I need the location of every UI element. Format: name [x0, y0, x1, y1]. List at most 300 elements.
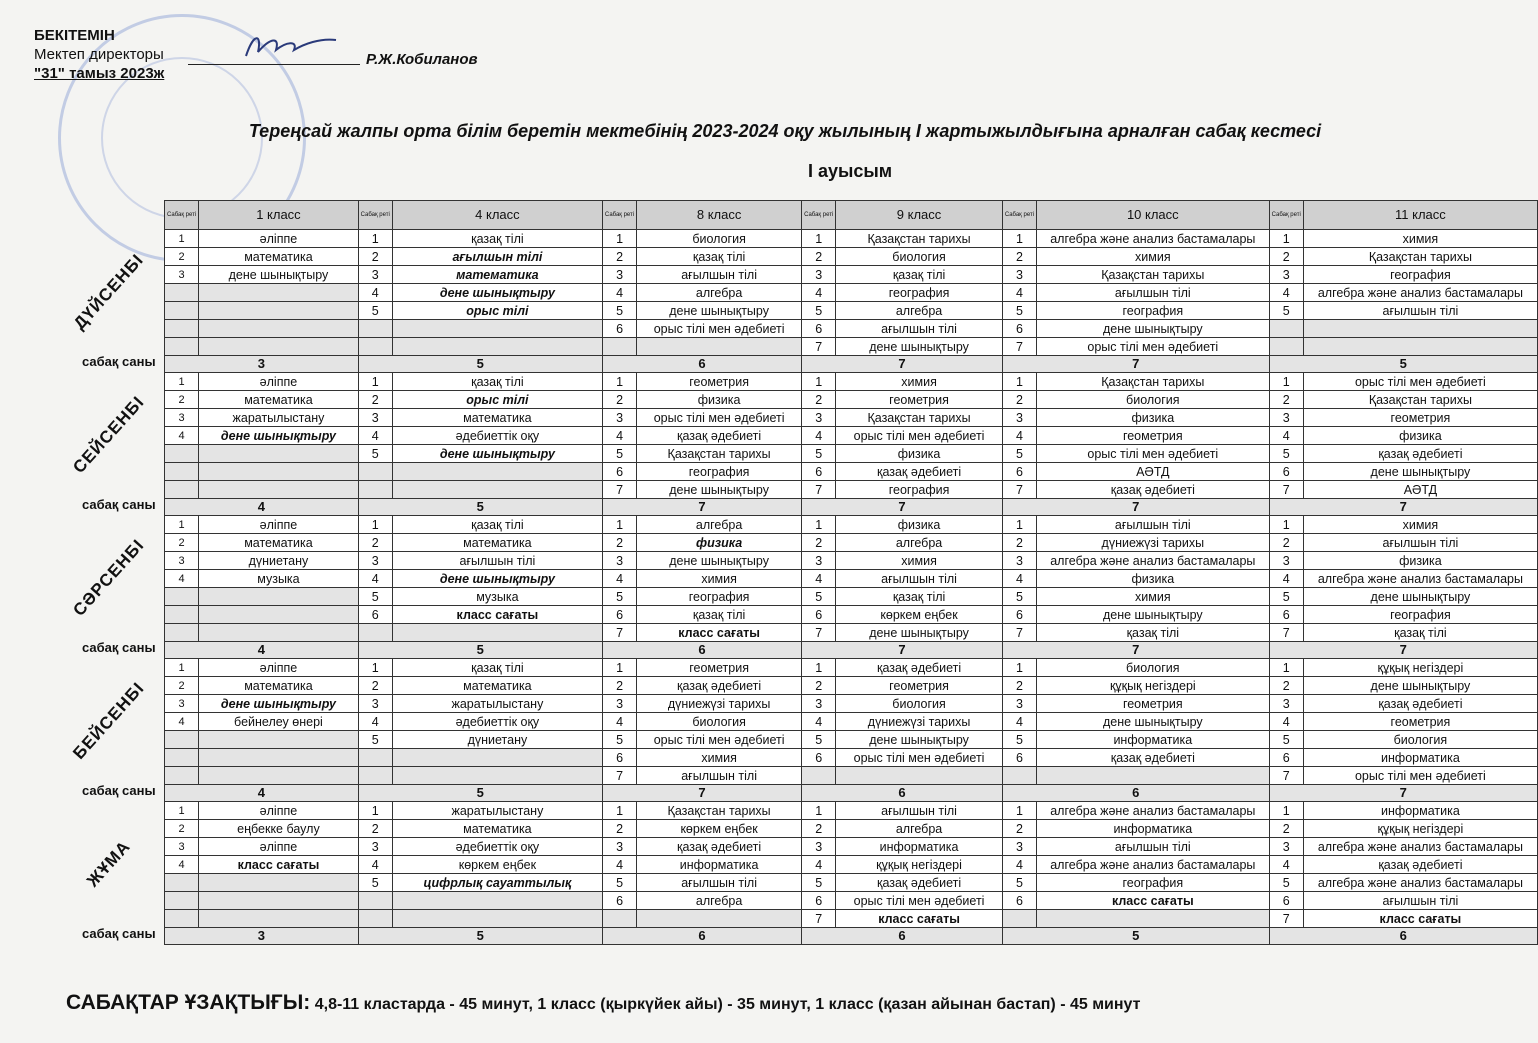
lesson-number: 1 [802, 802, 836, 820]
lesson-number: 4 [1002, 570, 1036, 588]
lesson-count: 5 [1269, 356, 1537, 373]
lesson-number: 1 [165, 373, 199, 391]
subject-cell: әдебиеттік оқу [392, 427, 602, 445]
subject-cell: дене шынықтыру [1037, 713, 1270, 731]
lesson-count: 4 [165, 499, 359, 516]
subject-cell: қазақ тілі [836, 588, 1003, 606]
lesson-number: 5 [1002, 445, 1036, 463]
subject-cell: Қазақстан тарихы [836, 230, 1003, 248]
subject-cell [199, 731, 358, 749]
subject-cell: класс сағаты [1037, 892, 1270, 910]
lesson-count: 4 [165, 785, 359, 802]
subject-cell: музыка [392, 588, 602, 606]
lesson-number: 3 [1269, 695, 1303, 713]
lesson-number: 6 [602, 749, 636, 767]
subject-cell [392, 892, 602, 910]
lesson-number: 1 [1002, 373, 1036, 391]
lesson-row [165, 463, 1538, 481]
lesson-number: 4 [602, 284, 636, 302]
subject-cell: орыс тілі мен әдебиеті [637, 731, 802, 749]
subject-cell: физика [637, 534, 802, 552]
lesson-number: 1 [602, 230, 636, 248]
subject-cell: информатика [1037, 731, 1270, 749]
lesson-count: 4 [165, 642, 359, 659]
lesson-row [165, 677, 1538, 695]
lesson-number: 5 [602, 445, 636, 463]
class-header: 4 класс [392, 201, 602, 230]
lesson-row [165, 481, 1538, 499]
lesson-number: 7 [802, 624, 836, 642]
subject-cell: геометрия [1037, 427, 1270, 445]
subject-cell: дене шынықтыру [199, 427, 358, 445]
subject-cell: орыс тілі мен әдебиеті [1037, 338, 1270, 356]
lesson-number: 6 [802, 892, 836, 910]
subject-cell: орыс тілі [392, 391, 602, 409]
lesson-count: 6 [602, 356, 801, 373]
lesson-number: 3 [602, 409, 636, 427]
lesson-number: 3 [802, 695, 836, 713]
subject-cell: қазақ тілі [637, 248, 802, 266]
lesson-number: 4 [165, 713, 199, 731]
subject-cell [199, 588, 358, 606]
lesson-number [1269, 320, 1303, 338]
lesson-number: 5 [1002, 731, 1036, 749]
lesson-number: 6 [1002, 320, 1036, 338]
lesson-number: 4 [802, 427, 836, 445]
lesson-number [358, 481, 392, 499]
lesson-number: 1 [1002, 230, 1036, 248]
subject-cell: математика [392, 820, 602, 838]
subject-cell: орыс тілі [392, 302, 602, 320]
lesson-count: 7 [1269, 785, 1537, 802]
lesson-number: 7 [802, 910, 836, 928]
subject-cell [199, 284, 358, 302]
lesson-number: 4 [802, 284, 836, 302]
lesson-number: 3 [1269, 552, 1303, 570]
lesson-row [165, 427, 1538, 445]
lesson-number: 2 [165, 391, 199, 409]
page-title: Тереңсай жалпы орта білім беретін мектебінің 2023-2024 оқу жылының І жартыжылдығына арналған сабақ кестесі [248, 121, 1322, 141]
subject-cell: дене шынықтыру [637, 552, 802, 570]
lesson-number [165, 892, 199, 910]
lesson-number: 5 [1269, 445, 1303, 463]
subject-cell: алгебра және анализ бастамалары [1037, 856, 1270, 874]
subject-cell: алгебра [637, 516, 802, 534]
lesson-number: 6 [602, 606, 636, 624]
lesson-count: 7 [1269, 642, 1537, 659]
lesson-count-row [165, 499, 1538, 516]
subject-cell: физика [836, 445, 1003, 463]
subject-cell [392, 624, 602, 642]
subject-cell: дүниетану [392, 731, 602, 749]
subject-cell: әліппе [199, 230, 358, 248]
lesson-number: 1 [602, 659, 636, 677]
lesson-count: 7 [1002, 642, 1269, 659]
lesson-number: 4 [1269, 713, 1303, 731]
lesson-count: 6 [602, 928, 801, 945]
lesson-number: 1 [1269, 659, 1303, 677]
subject-cell: физика [637, 391, 802, 409]
lesson-number: 2 [602, 248, 636, 266]
subject-cell: орыс тілі мен әдебиеті [836, 749, 1003, 767]
lesson-number: 4 [1269, 570, 1303, 588]
lesson-count-label: сабақ саны [82, 354, 156, 369]
day-name: БЕЙСЕНБІ [69, 678, 149, 763]
lesson-number [165, 749, 199, 767]
subject-cell: дене шынықтыру [1037, 606, 1270, 624]
lesson-number: 1 [358, 516, 392, 534]
lesson-number: 2 [802, 248, 836, 266]
lesson-number: 2 [802, 534, 836, 552]
subject-cell: класс сағаты [637, 624, 802, 642]
lesson-number: 7 [602, 624, 636, 642]
lesson-row [165, 820, 1538, 838]
lesson-count-label: сабақ саны [82, 926, 156, 941]
lesson-number [358, 910, 392, 928]
subject-cell: дене шынықтыру [1037, 320, 1270, 338]
subject-cell: география [1037, 302, 1270, 320]
lesson-number: 3 [1002, 409, 1036, 427]
subject-cell: дене шынықтыру [392, 570, 602, 588]
subject-cell: бейнелеу өнері [199, 713, 358, 731]
signature-scribble [240, 28, 340, 62]
lesson-number: 4 [358, 713, 392, 731]
lesson-row [165, 802, 1538, 820]
subject-cell: әліппе [199, 802, 358, 820]
lesson-row [165, 320, 1538, 338]
subject-cell: информатика [836, 838, 1003, 856]
subject-cell: АӘТД [1037, 463, 1270, 481]
subject-cell: ағылшын тілі [637, 767, 802, 785]
lesson-row [165, 910, 1538, 928]
class-header: 10 класс [1037, 201, 1270, 230]
lesson-number: 3 [802, 266, 836, 284]
lesson-number: 7 [1269, 910, 1303, 928]
lesson-number: 2 [602, 534, 636, 552]
lesson-number [358, 749, 392, 767]
subject-cell: геометрия [836, 677, 1003, 695]
lesson-count-row [165, 785, 1538, 802]
approval-date: "31" тамыз 2023ж [34, 65, 165, 82]
lesson-number: 1 [802, 516, 836, 534]
subject-cell: еңбекке баулу [199, 820, 358, 838]
subject-cell: география [1303, 266, 1537, 284]
subject-cell: дүниежүзі тарихы [1037, 534, 1270, 552]
lesson-number: 2 [165, 534, 199, 552]
subject-cell: орыс тілі мен әдебиеті [1037, 445, 1270, 463]
lesson-row [165, 659, 1538, 677]
lesson-number: 6 [802, 320, 836, 338]
subject-cell: ағылшын тілі [1037, 838, 1270, 856]
lesson-number: 5 [802, 874, 836, 892]
lesson-number: 1 [358, 230, 392, 248]
lesson-number: 5 [358, 874, 392, 892]
subject-cell: орыс тілі мен әдебиеті [836, 892, 1003, 910]
lesson-number: 1 [165, 230, 199, 248]
subject-cell: алгебра [637, 284, 802, 302]
subject-cell: геометрия [637, 373, 802, 391]
subject-cell: математика [199, 391, 358, 409]
lesson-number: 2 [602, 820, 636, 838]
subject-cell: алгебра және анализ бастамалары [1303, 874, 1537, 892]
lesson-number: 3 [165, 695, 199, 713]
subject-cell: математика [392, 266, 602, 284]
subject-cell [1037, 910, 1270, 928]
subject-cell: биология [637, 713, 802, 731]
lesson-number: 4 [802, 713, 836, 731]
lesson-count: 6 [802, 928, 1003, 945]
day-name: ДҮЙСЕНБІ [69, 250, 148, 334]
subject-cell: қазақ тілі [836, 266, 1003, 284]
lesson-count: 7 [802, 499, 1003, 516]
subject-cell [1303, 320, 1537, 338]
subject-cell: қазақ тілі [637, 606, 802, 624]
lesson-number: 4 [165, 856, 199, 874]
lesson-number: 4 [802, 856, 836, 874]
subject-cell: Қазақстан тарихы [836, 409, 1003, 427]
subject-cell: көркем еңбек [637, 820, 802, 838]
subject-cell: география [637, 588, 802, 606]
lesson-row [165, 230, 1538, 248]
subject-cell [199, 892, 358, 910]
lesson-number [358, 463, 392, 481]
subject-cell [199, 463, 358, 481]
subject-cell: қазақ әдебиеті [1303, 856, 1537, 874]
lesson-number: 2 [165, 677, 199, 695]
lesson-number: 5 [358, 445, 392, 463]
subject-cell: физика [1303, 427, 1537, 445]
order-header: Сабақ реті [602, 201, 636, 230]
lesson-number: 5 [1269, 302, 1303, 320]
lesson-number: 1 [358, 802, 392, 820]
lesson-number: 3 [1269, 409, 1303, 427]
subject-cell: математика [392, 409, 602, 427]
subject-cell: қазақ тілі [1303, 624, 1537, 642]
subject-cell: Қазақстан тарихы [637, 802, 802, 820]
lesson-number: 7 [802, 338, 836, 356]
lesson-number: 5 [1002, 302, 1036, 320]
lesson-number: 1 [1002, 516, 1036, 534]
lesson-count: 3 [165, 356, 359, 373]
lesson-number: 5 [602, 874, 636, 892]
subject-cell: Қазақстан тарихы [637, 445, 802, 463]
lesson-number: 2 [1002, 391, 1036, 409]
subject-cell: алгебра және анализ бастамалары [1303, 284, 1537, 302]
lesson-number: 2 [358, 248, 392, 266]
subject-cell [199, 767, 358, 785]
lesson-number: 1 [358, 373, 392, 391]
subject-cell: физика [1303, 552, 1537, 570]
lesson-row [165, 731, 1538, 749]
subject-cell: орыс тілі мен әдебиеті [637, 409, 802, 427]
lesson-number: 1 [1002, 659, 1036, 677]
subject-cell: биология [1037, 391, 1270, 409]
lesson-number [165, 463, 199, 481]
subject-cell: қазақ тілі [392, 516, 602, 534]
lesson-number [165, 874, 199, 892]
lesson-number: 4 [602, 713, 636, 731]
lesson-row [165, 713, 1538, 731]
subject-cell: алгебра [836, 534, 1003, 552]
subject-cell: химия [1037, 588, 1270, 606]
lesson-row [165, 373, 1538, 391]
subject-cell [199, 606, 358, 624]
lesson-number: 4 [358, 856, 392, 874]
lesson-number: 6 [802, 749, 836, 767]
subject-cell: биология [637, 230, 802, 248]
subject-cell: орыс тілі мен әдебиеті [637, 320, 802, 338]
lesson-number: 1 [802, 373, 836, 391]
lesson-number: 6 [1002, 606, 1036, 624]
lesson-number: 1 [802, 659, 836, 677]
subject-cell: дене шынықтыру [637, 302, 802, 320]
subject-cell: алгебра [836, 820, 1003, 838]
lesson-count: 7 [1002, 356, 1269, 373]
lesson-number: 6 [1002, 749, 1036, 767]
subject-cell: қазақ әдебиеті [836, 659, 1003, 677]
subject-cell: алгебра және анализ бастамалары [1037, 802, 1270, 820]
lesson-number: 6 [1269, 606, 1303, 624]
lesson-number [358, 320, 392, 338]
subject-cell: химия [1303, 230, 1537, 248]
lesson-number: 7 [802, 481, 836, 499]
subject-cell: химия [637, 570, 802, 588]
subject-cell: дүниетану [199, 552, 358, 570]
lesson-number: 1 [165, 516, 199, 534]
day-name: СӘРСЕНБІ [69, 535, 148, 620]
lesson-count-label: сабақ саны [82, 640, 156, 655]
subject-cell: көркем еңбек [836, 606, 1003, 624]
lesson-number: 2 [602, 677, 636, 695]
lesson-number: 3 [358, 695, 392, 713]
lesson-number: 3 [802, 552, 836, 570]
shift-title: І ауысым [807, 161, 893, 181]
lesson-number [165, 320, 199, 338]
subject-cell: орыс тілі мен әдебиеті [1303, 373, 1537, 391]
lesson-number: 2 [358, 391, 392, 409]
subject-cell [199, 445, 358, 463]
lesson-row [165, 248, 1538, 266]
subject-cell: ағылшын тілі [1303, 534, 1537, 552]
lesson-number: 7 [1002, 624, 1036, 642]
lesson-count: 5 [358, 356, 602, 373]
director-name: Р.Ж.Кобиланов [366, 51, 478, 68]
lesson-number: 5 [802, 302, 836, 320]
lesson-number: 3 [358, 552, 392, 570]
lesson-row [165, 606, 1538, 624]
subject-cell: дене шынықтыру [1303, 463, 1537, 481]
lesson-number: 7 [1269, 481, 1303, 499]
lesson-number: 1 [602, 516, 636, 534]
lesson-count: 7 [1269, 499, 1537, 516]
lesson-number: 2 [802, 820, 836, 838]
lesson-number [165, 624, 199, 642]
lesson-count-row [165, 642, 1538, 659]
lesson-count: 5 [358, 499, 602, 516]
lesson-number: 4 [1269, 856, 1303, 874]
subject-cell: қазақ тілі [1037, 624, 1270, 642]
class-header-row [165, 201, 1538, 230]
subject-cell [392, 320, 602, 338]
lesson-number [165, 481, 199, 499]
subject-cell: информатика [637, 856, 802, 874]
subject-cell: геометрия [1303, 713, 1537, 731]
lesson-row [165, 284, 1538, 302]
lesson-count: 7 [802, 642, 1003, 659]
lesson-number: 5 [358, 588, 392, 606]
subject-cell: биология [1303, 731, 1537, 749]
lesson-number: 1 [165, 802, 199, 820]
subject-cell [392, 481, 602, 499]
lesson-number: 5 [1002, 874, 1036, 892]
subject-cell: ағылшын тілі [836, 802, 1003, 820]
subject-cell: геометрия [637, 659, 802, 677]
order-header: Сабақ реті [1269, 201, 1303, 230]
subject-cell: әдебиеттік оқу [392, 713, 602, 731]
lesson-number [802, 767, 836, 785]
subject-cell: АӘТД [1303, 481, 1537, 499]
lesson-number: 1 [602, 802, 636, 820]
subject-cell: қазақ әдебиеті [836, 874, 1003, 892]
lesson-number: 2 [1002, 248, 1036, 266]
lesson-number: 6 [358, 606, 392, 624]
subject-cell: қазақ тілі [392, 659, 602, 677]
subject-cell: информатика [1037, 820, 1270, 838]
subject-cell [1037, 767, 1270, 785]
subject-cell: әдебиеттік оқу [392, 838, 602, 856]
lesson-number: 5 [358, 302, 392, 320]
subject-cell: Қазақстан тарихы [1037, 266, 1270, 284]
subject-cell: ағылшын тілі [392, 552, 602, 570]
lesson-number: 2 [1269, 534, 1303, 552]
lesson-number [165, 284, 199, 302]
subject-cell [199, 338, 358, 356]
subject-cell: химия [1037, 248, 1270, 266]
lesson-row [165, 570, 1538, 588]
class-header: 11 класс [1303, 201, 1537, 230]
lesson-number: 3 [358, 266, 392, 284]
lesson-number [165, 606, 199, 624]
subject-cell: әліппе [199, 516, 358, 534]
lesson-number: 3 [358, 838, 392, 856]
subject-cell: класс сағаты [199, 856, 358, 874]
subject-cell: математика [392, 534, 602, 552]
lesson-number: 3 [358, 409, 392, 427]
subject-cell: класс сағаты [836, 910, 1003, 928]
lesson-number: 4 [602, 570, 636, 588]
order-header: Сабақ реті [165, 201, 199, 230]
subject-cell: информатика [1303, 749, 1537, 767]
lesson-number: 4 [1002, 427, 1036, 445]
lesson-number: 5 [1269, 874, 1303, 892]
lesson-row [165, 266, 1538, 284]
subject-cell: физика [1037, 409, 1270, 427]
subject-cell: әліппе [199, 838, 358, 856]
lesson-row [165, 338, 1538, 356]
lesson-number: 3 [1002, 552, 1036, 570]
subject-cell: ағылшын тілі [392, 248, 602, 266]
subject-cell: география [1037, 874, 1270, 892]
class-header: 8 класс [637, 201, 802, 230]
subject-cell: дене шынықтыру [1303, 588, 1537, 606]
lesson-number: 3 [165, 409, 199, 427]
lesson-number: 3 [165, 552, 199, 570]
day-name: СЕЙСЕНБІ [69, 392, 149, 477]
subject-cell: география [637, 463, 802, 481]
lesson-row [165, 534, 1538, 552]
subject-cell [199, 749, 358, 767]
lesson-number: 2 [358, 534, 392, 552]
